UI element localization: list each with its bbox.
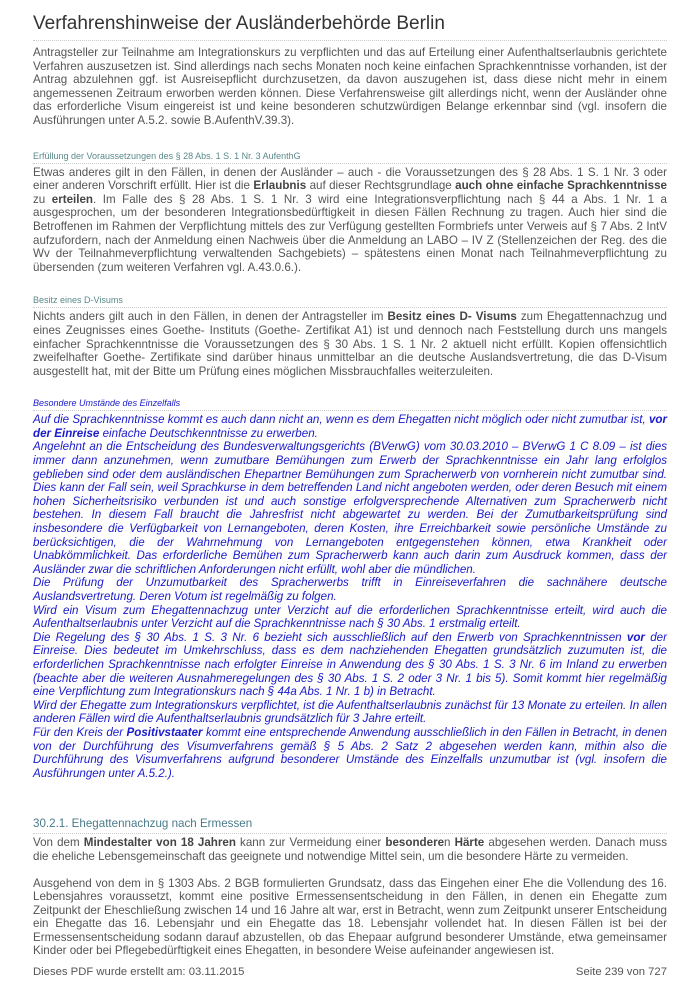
page-title: Verfahrenshinweise der Ausländerbehörde Berlin [33, 12, 667, 41]
ehegattennachzug-paragraph: Von dem Mindestalter von 18 Jahren kann zur Vermeidung einer besonderen Härte abgesehen werden. Danach muss die eheliche Lebensgemeinschaft das geeignete und notwendige Mittel sein, um die besondere Härte zu vermeiden. [33, 836, 668, 863]
section-heading-voraussetzungen: Erfüllung der Voraussetzungen des § 28 Abs. 1 S. 1 Nr. 3 AufenthG [33, 151, 667, 164]
section-heading-d-visum: Besitz eines D-Visums [33, 295, 667, 308]
subsection-heading-ehegattennachzug: 30.2.1. Ehegattennachzug nach Ermessen [33, 817, 667, 834]
einzelfall-paragraph: Die Regelung des § 30 Abs. 1 S. 3 Nr. 6 bezieht sich ausschließlich auf den Erwerb von Sprachkenntnissen vor der Einreise. Dies bedeutet im Umkehrschluss, dass es dem nachziehenden Ehegatten grundsätzlich zuzumuten ist, die erforderlichen Sprachkenntnisse nach erfolgter Einreise in Anwendung des § 30 Abs. 1 S. 3 Nr. 6 im Inland zu erwerben (beachte aber die weiteren Ausnahmeregelungen des § 30 Abs. 1 S. 2 oder 3 Nr. 1 bis 5). Somit kommt hier regelmäßig eine Verpflichtung zum Integrationskurs nach § 44a Abs. 1 Nr. 1 b) in Betracht. [33, 630, 667, 699]
section-heading-einzelfall: Besondere Umstände des Einzelfalls [33, 398, 667, 411]
footer-created-date: Dieses PDF wurde erstellt am: 03.11.2015 [33, 966, 245, 978]
section-einzelfall [33, 398, 667, 780]
einzelfall-paragraph: Wird der Ehegatte zum Integrationskurs verpflichtet, ist die Aufenthaltserlaubnis zunächst für 13 Monate zu erteilen. In allen anderen Fällen wird die Aufenthaltserlaubnis grundsätzlich für 3 Jahre erteilt. [33, 698, 667, 726]
page-footer [33, 966, 667, 978]
document-page [33, 0, 667, 958]
section-paragraph-voraussetzungen: Etwas anderes gilt in den Fällen, in denen der Ausländer – auch - die Voraussetzungen des § 28 Abs. 1 S. 1 Nr. 3 oder einer anderen Vorschrift erfüllt. Hier ist die Erlaubnis auf dieser Rechtsgrundlage auch ohne einfache Sprachkenntnisse zu erteilen. Im Falle des § 28 Abs. 1 S. 1 Nr. 3 wird eine Integrationsverpflichtung nach § 44 a Abs. 1 Nr. 1 a ausgesprochen, um der besonderen Integrationsbedürftigkeit in diesen Fällen Rechnung zu tragen. Auch hier sind die Betroffenen im Rahmen der Verpflichtung mittels des zur Verfügung gestellten Formbriefs unter Verweis auf § 7 Abs. 2 IntV aufzufordern, nach der Anmeldung einen Nachweis über die Anmeldung an LABO – IV Z (Stellenzeichen der Reg. des die Wv der Teilnahmeverpflichtung verwaltenden Sachgebiets) – spätestens einen Monat nach Teilnahmeverpflichtung zu übersenden (zum weiteren Verfahren vgl. A.43.0.6.). [33, 165, 668, 274]
intro-paragraph: Antragsteller zur Teilnahme am Integrationskurs zu verpflichten und das auf Erteilung einer Aufenthaltserlaubnis gerichtete Verfahren auszusetzen ist. Sind allerdings nach sechs Monaten noch keine einfachen Sprachkenntnisse vorhanden, ist der Antrag abzulehnen ggf. ist Ausreisepflicht durchzusetzen, da davon auszugehen ist, dass diese nicht mehr in einem angemessenen Zeitraum erworben werden können. Diese Verfahrensweise gilt allerdings nicht, wenn der Ausländer ohne das erforderliche Visum eingereist ist und keine besonderen schutzwürdigen Belange erkennbar sind (vgl. insofern die Ausführungen unter A.5.2. sowie B.AufenthV.39.3). [33, 46, 667, 127]
einzelfall-paragraph: Wird ein Visum zum Ehegattennachzug unter Verzicht auf die erforderlichen Sprachkenntnisse erteilt, wird auch die Aufenthaltserlaubnis unter Verzicht auf die Sprachkenntnisse nach § 30 Abs. 1 erstmalig erteilt. [33, 603, 667, 631]
einzelfall-paragraph: Die Prüfung der Unzumutbarkeit des Spracherwerbs trifft in Einreiseverfahren die sachnähere deutsche Auslandsvertretung. Deren Votum ist regelmäßig zu folgen. [33, 576, 667, 603]
footer-page-number: Seite 239 von 727 [575, 966, 667, 978]
section-paragraph-d-visum: Nichts anders gilt auch in den Fällen, in denen der Antragsteller im Besitz eines D- Visums zum Ehegattennachzug und eines Zeugnisses eines Goethe- Instituts (Goethe- Zertifikat A1) ist und dennoch nach Feststellung durch uns mangels einfacher Sprachkenntnisse die Voraussetzungen des § 30 Abs. 1 S. 1 Nr. 2 aktuell nicht erfüllt. Kopien offensichtlich zweifelhafter Goethe- Zertifikate sind darüber hinaus unmittelbar an die deutsche Auslandsvertretung, die das D-Visum ausgestellt hat, mit der Bitte um Prüfung eines möglichen Missbrauchfalles weiterzuleiten. [33, 310, 667, 378]
einzelfall-paragraph: Angelehnt an die Entscheidung des Bundesverwaltungsgerichts (BVerwG) vom 30.03.2010 – BVerwG 1 C 8.09 – ist dies immer dann anzunehmen, wenn zumutbare Bemühungen zum Erwerb der Sprachkenntnisse ein Jahr lang erfolglos geblieben sind oder dem ausländischen Ehepartner Bemühungen zum Spracherwerb von vornherein nicht zumutbar sind. Dies kann der Fall sein, weil Sprachkurse in dem betreffenden Land nicht angeboten werden, oder deren Besuch mit einem hohen Sicherheitsrisiko verbunden ist und auch sonstige erfolgversprechende Alternativen zum Spracherwerb nicht bestehen. In diesem Fall braucht die Jahresfrist nicht abgewartet zu werden. Bei der Zumutbarkeitsprüfung sind insbesondere die Verfügbarkeit von Lernangeboten, deren Kosten, ihre Erreichbarkeit sowie persönliche Umstände zu berücksichtigen, die der Wahrnehmung von Lernangeboten entgegenstehen können, etwa Krankheit oder Unabkömmlichkeit. Das erforderliche Bemühen zum Spracherwerb kann auch darin zum Ausdruck kommen, dass der Ausländer zwar die schriftlichen Anforderungen nicht erfüllt, wohl aber die mündlichen. [33, 440, 667, 576]
einzelfall-paragraph: Auf die Sprachkenntnisse kommt es auch dann nicht an, wenn es dem Ehegatten nicht möglich oder nicht zumutbar ist, vor der Einreise einfache Deutschkenntnisse zu erwerben. [33, 413, 667, 440]
ehegattennachzug-paragraph: Ausgehend von dem in § 1303 Abs. 2 BGB formulierten Grundsatz, dass das Eingehen einer Ehe die Vollendung des 16. Lebensjahres voraussetzt, kommt eine positive Ermessensentscheidung in den Fällen, in denen ein Ehegatte zum Zeitpunkt der Eheschließung zwischen 14 und 16 Jahre alt war, erst in Betracht, wenn zum Zeitpunkt unserer Entscheidung ein Ehegatte das 16. Lebensjahr und ein Ehegatte das 18. Lebensjahr vollendet hat. In diesen Fällen ist bei der Ermessensentscheidung sodann darauf abzustellen, ob das Ehepaar aufgrund besonderer Umstände, etwa gemeinsamer Kinder oder bei Pflegebedürftigkeit eines Ehegatten, in besondere Weise aufeinander angewiesen ist. [33, 876, 667, 958]
einzelfall-paragraph: Für den Kreis der Positivstaater kommt eine entsprechende Anwendung ausschließlich in den Fällen in Betracht, in denen von der Durchführung des Visumverfahrens gemäß § 5 Abs. 2 Satz 2 abgesehen werden kann, mithin also die Durchführung des Visumverfahrens aufgrund besonderer Umstände des Einzelfalls unzumutbar ist (vgl. insofern die Ausführungen unter A.5.2.). [33, 725, 668, 780]
